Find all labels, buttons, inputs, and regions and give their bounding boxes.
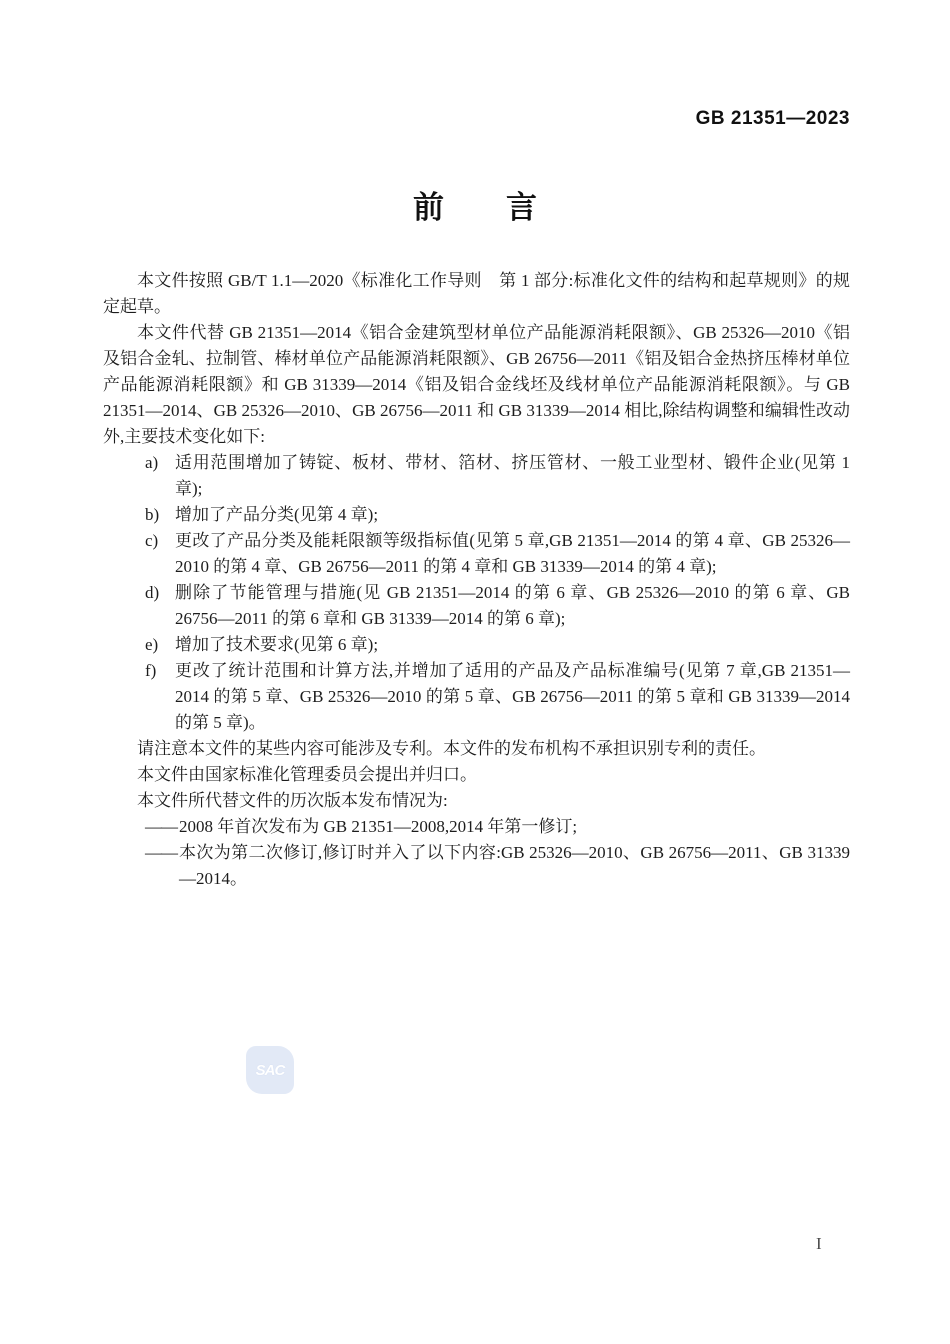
sac-logo-text: SAC [255, 1061, 285, 1079]
paragraph-drafting-basis: 本文件按照 GB/T 1.1—2020《标准化工作导则 第 1 部分:标准化文件的结构和起草规则》的规定起草。 [103, 271, 850, 316]
change-item [103, 580, 850, 632]
change-item [103, 658, 850, 736]
change-item-marker: a) [145, 453, 159, 472]
change-item-text: 更改了统计范围和计算方法,并增加了适用的产品及产品标准编号(见第 7 章,GB 21351—2014 的第 5 章、GB 25326—2010 的第 5 章、GB 26756—2011 的第 5 章和 GB 31339—2014 的第 5 章)。 [175, 661, 850, 732]
history-item-dash: —— [145, 817, 177, 836]
change-item [103, 450, 850, 502]
foreword-body [103, 268, 850, 892]
history-item [103, 814, 850, 840]
history-list [103, 814, 850, 892]
change-item-text: 删除了节能管理与措施(见 GB 21351—2014 的第 6 章、GB 25326—2010 的第 6 章、GB 26756—2011 的第 6 章和 GB 31339—2014 的第 6 章); [175, 583, 850, 628]
change-item-text: 增加了产品分类(见第 4 章); [175, 505, 379, 524]
history-item-text: 本次为第二次修订,修订时并入了以下内容:GB 25326—2010、GB 26756—2011、GB 31339—2014。 [179, 843, 850, 888]
change-item [103, 502, 850, 528]
change-item-text: 更改了产品分类及能耗限额等级指标值(见第 5 章,GB 21351—2014 的第 4 章、GB 25326—2010 的第 4 章、GB 26756—2011 的第 4 章和 GB 31339—2014 的第 4 章); [175, 531, 850, 576]
sac-logo-watermark [246, 1046, 294, 1094]
change-item-text: 增加了技术要求(见第 6 章); [175, 635, 379, 654]
foreword-title: 前 言 [413, 190, 537, 225]
change-list [103, 450, 850, 736]
paragraph-issuing-body: 本文件由国家标准化管理委员会提出并归口。 [137, 765, 477, 784]
paragraph-history-intro: 本文件所代替文件的历次版本发布情况为: [137, 791, 448, 810]
history-item-text: 2008 年首次发布为 GB 21351—2008,2014 年第一修订; [179, 817, 578, 836]
page-number: I [816, 1234, 822, 1253]
change-item-text: 适用范围增加了铸锭、板材、带材、箔材、挤压管材、一般工业型材、锻件企业(见第 1 章); [175, 453, 850, 498]
history-item-dash: —— [145, 843, 177, 862]
change-item-marker: d) [145, 583, 160, 602]
change-item [103, 528, 850, 580]
history-item [103, 840, 850, 892]
change-item-marker: b) [145, 505, 160, 524]
paragraph-patent-notice: 请注意本文件的某些内容可能涉及专利。本文件的发布机构不承担识别专利的责任。 [137, 739, 766, 758]
change-item-marker: f) [145, 661, 157, 680]
change-item-marker: e) [145, 635, 159, 654]
doc-number: GB 21351—2023 [695, 108, 850, 129]
paragraph-replaced-standards: 本文件代替 GB 21351—2014《铝合金建筑型材单位产品能源消耗限额》、GB 25326—2010《铝及铝合金轧、拉制管、棒材单位产品能源消耗限额》、GB 26756—2011《铝及铝合金热挤压棒材单位产品能源消耗限额》和 GB 31339—2014《铝及铝合金线坯及线材单位产品能源消耗限额》。与 GB 21351—2014、GB 25326—2010、GB 26756—2011 和 GB 31339—2014 相比,除结构调整和编辑性改动外,主要技术变化如下: [103, 323, 850, 446]
change-item-marker: c) [145, 531, 159, 550]
change-item [103, 632, 850, 658]
